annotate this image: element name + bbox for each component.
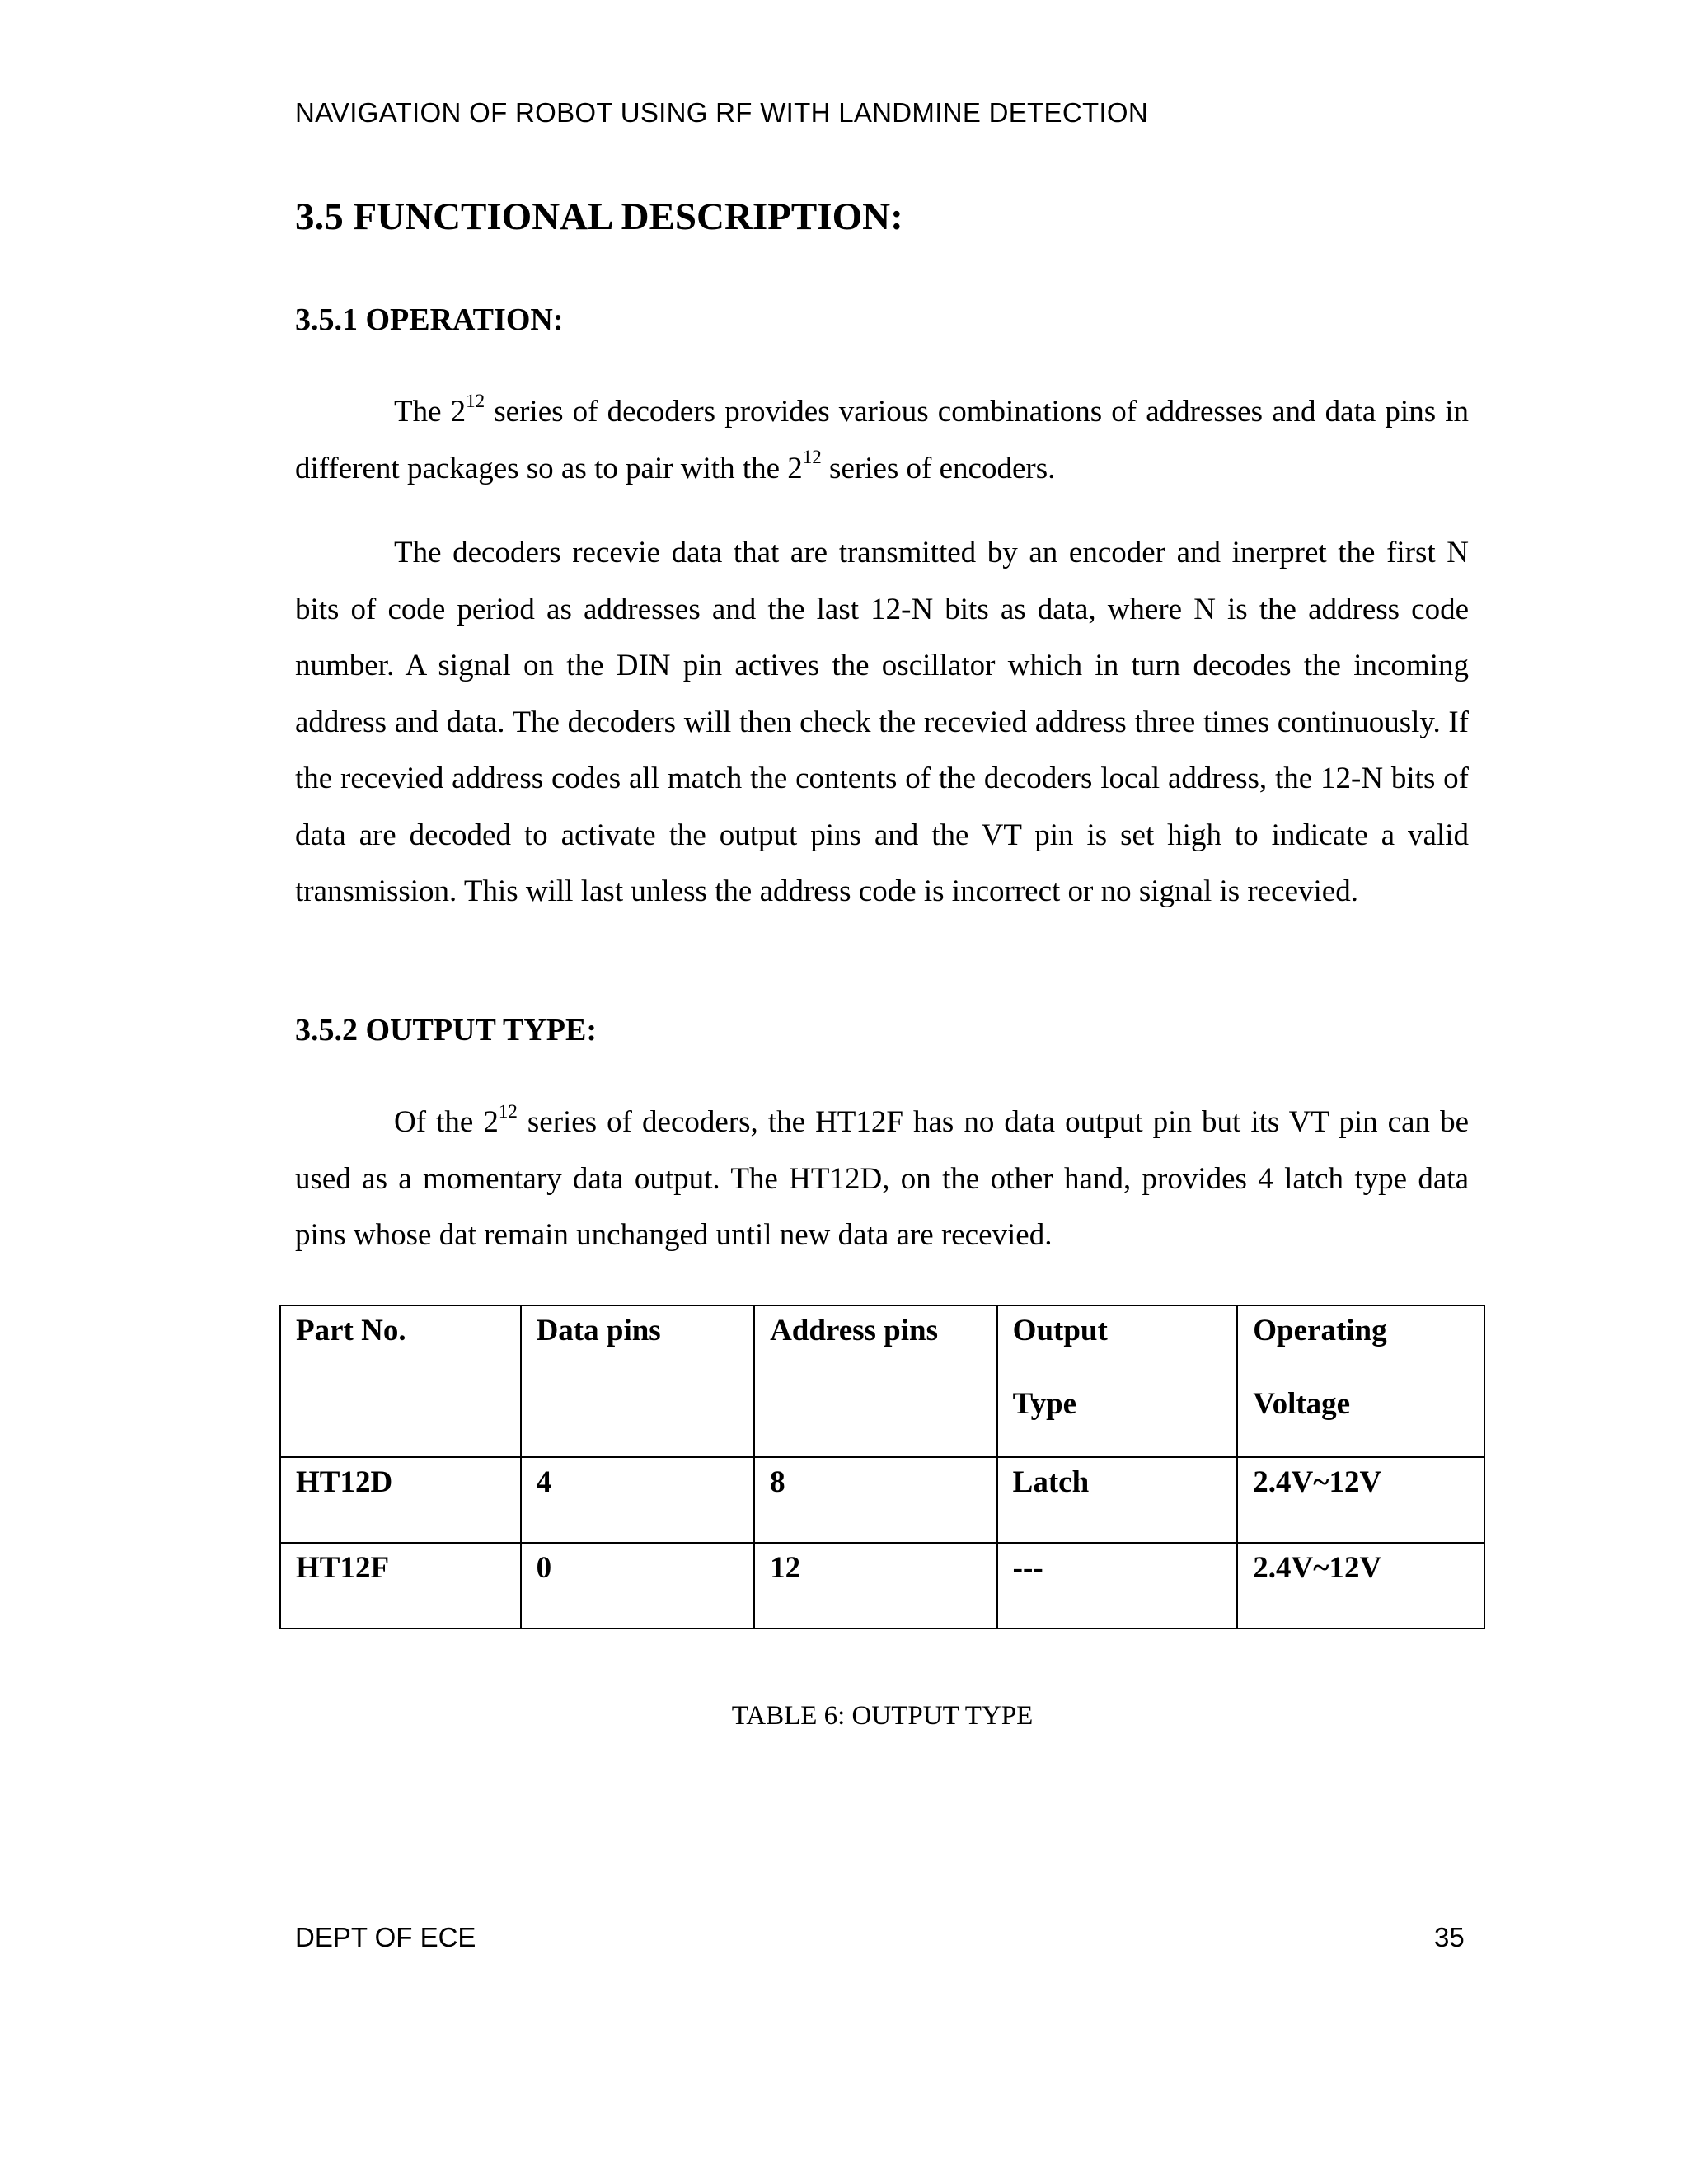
header-address-pins: Address pins — [770, 1314, 938, 1347]
cell-output-type: --- — [997, 1543, 1238, 1629]
cell-address-pins: 8 — [754, 1457, 997, 1543]
table-header-cell — [997, 1305, 1238, 1457]
footer-department: DEPT OF ECE — [295, 1922, 476, 1952]
table-header-cell — [754, 1305, 997, 1457]
text-run: series of decoders, the HT12F has no data output pin but its VT pin can be used as a momentary data output. The HT12D, on the other hand, provides 4 latch type data pins whose dat remain unchanged until new data are recevied. — [295, 1105, 1469, 1252]
header-output-line2: Type — [1012, 1387, 1077, 1421]
cell-output-type: Latch — [997, 1457, 1238, 1543]
running-header: NAVIGATION OF ROBOT USING RF WITH LANDMINE DETECTION — [295, 97, 1148, 128]
page-number: 35 — [1434, 1922, 1465, 1952]
output-type-table — [279, 1305, 1485, 1629]
superscript-exponent: 12 — [498, 1100, 518, 1122]
table-header-cell — [521, 1305, 754, 1457]
superscript-exponent: 12 — [466, 390, 485, 411]
text-run: The 2 — [394, 395, 467, 429]
cell-voltage: 2.4V~12V — [1237, 1543, 1484, 1629]
header-output-line1: Output — [1012, 1314, 1108, 1347]
paragraph-decoder-operation: The decoders recevie data that are transmitted by an encoder and inerpret the first N bits of code period as addresses and the last 12-N bits as data, where N is the address code number. A signal on the DIN pin actives the oscillator which in turn decodes the incoming address and data. The decoders will then check the recevied address three times continuously. If the recevied address codes all match the contents of the decoders local address, the 12-N bits of data are decoded to activate the output pins and the VT pin is set high to indicate a valid transmission. This will last unless the address code is incorrect or no signal is recevied. — [295, 536, 1469, 908]
superscript-exponent: 12 — [802, 447, 822, 468]
section-heading: 3.5 FUNCTIONAL DESCRIPTION: — [295, 195, 903, 238]
text-run: Of the 2 — [394, 1105, 499, 1139]
header-part-no: Part No. — [296, 1314, 406, 1347]
table-row — [280, 1457, 1484, 1543]
header-voltage-line1: Operating — [1253, 1314, 1387, 1347]
table-header-row — [280, 1305, 1484, 1457]
subsection-heading-output-type: 3.5.2 OUTPUT TYPE: — [295, 1013, 597, 1047]
subsection-heading-operation: 3.5.1 OPERATION: — [295, 302, 564, 337]
paragraph-output-type — [295, 1094, 1469, 1264]
cell-address-pins: 12 — [754, 1543, 997, 1629]
cell-voltage: 2.4V~12V — [1237, 1457, 1484, 1543]
table-header-cell — [1237, 1305, 1484, 1457]
cell-data-pins: 0 — [521, 1543, 754, 1629]
table-row — [280, 1543, 1484, 1629]
cell-part: HT12F — [280, 1543, 521, 1629]
header-data-pins: Data pins — [536, 1314, 661, 1347]
cell-part: HT12D — [280, 1457, 521, 1543]
cell-data-pins: 4 — [521, 1457, 754, 1543]
paragraph-decoder-series — [295, 384, 1469, 497]
table-header-cell — [280, 1305, 521, 1457]
header-voltage-line2: Voltage — [1253, 1387, 1351, 1421]
text-run: series of decoders provides various combinations of addresses and data pins in different packages so as to pair with the 2 — [295, 395, 1469, 485]
table-caption: TABLE 6: OUTPUT TYPE — [731, 1701, 1034, 1731]
text-run: series of encoders. — [821, 451, 1056, 485]
